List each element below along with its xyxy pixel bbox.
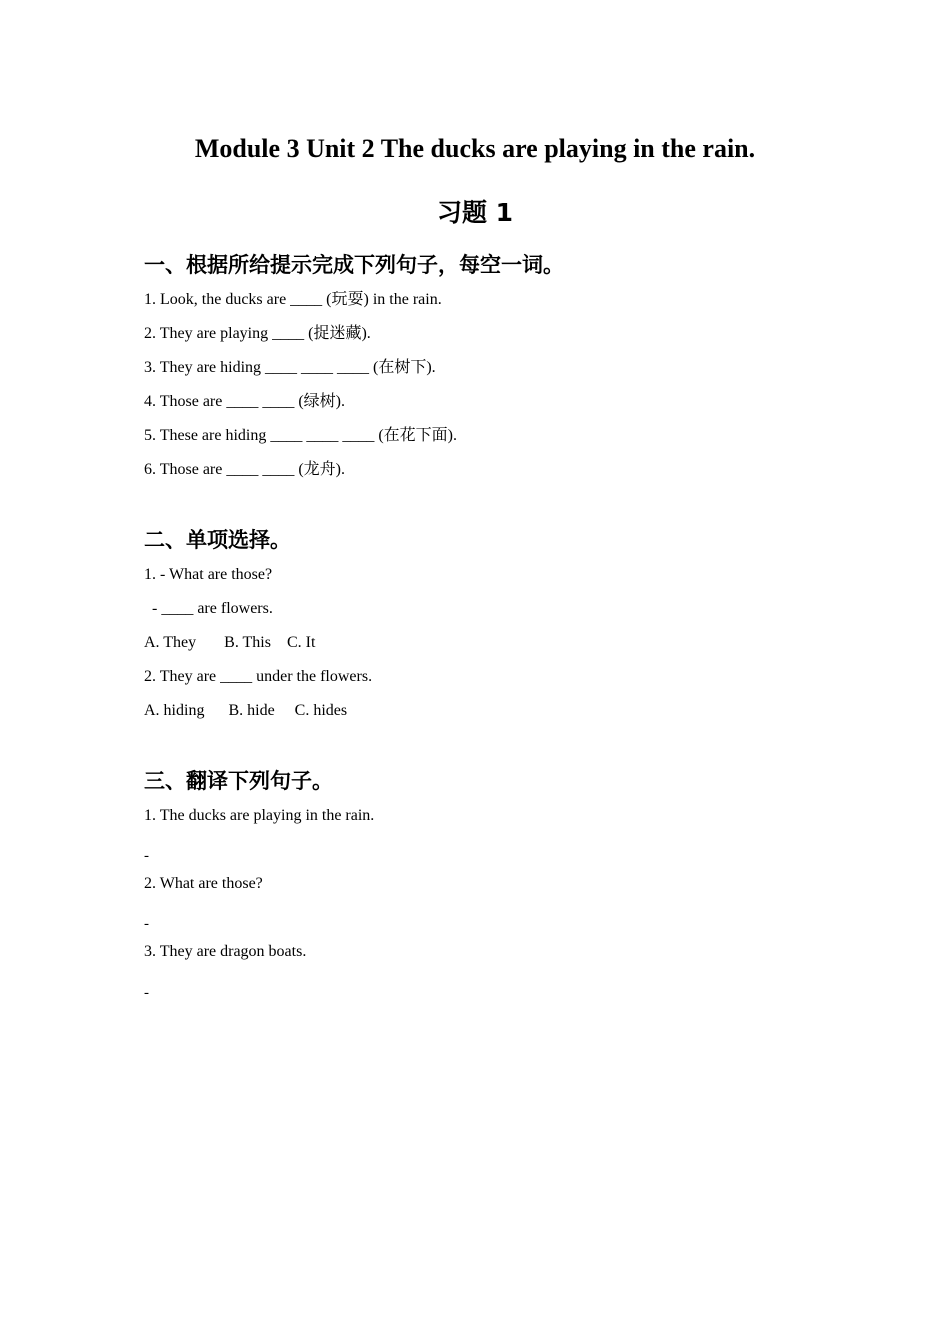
section3-answer-line-3: - xyxy=(144,985,149,1001)
section3-answer-line-1: - xyxy=(144,848,149,864)
section2-question-1-options: A. They B. This C. It xyxy=(144,634,316,651)
section1-item-5: 5. These are hiding ____ ____ ____ (在花下面). xyxy=(144,427,457,444)
section2-question-1-answer-line: - ____ are flowers. xyxy=(144,600,273,617)
section1-item-1: 1. Look, the ducks are ____ (玩耍) in the rain. xyxy=(144,291,442,308)
section3-answer-line-2: - xyxy=(144,916,149,932)
section3-sentence-3: 3. They are dragon boats. xyxy=(144,943,307,960)
section1-item-6: 6. Those are ____ ____ (龙舟). xyxy=(144,461,346,478)
section3-sentence-2: 2. What are those? xyxy=(144,875,263,892)
section1-item-4: 4. Those are ____ ____ (绿树). xyxy=(144,393,346,410)
section3-heading: 三、翻译下列句子。 xyxy=(144,769,333,793)
section2-question-2: 2. They are ____ under the flowers. xyxy=(144,668,373,685)
exercise-title: 习题 1 xyxy=(436,198,514,227)
section1-heading: 一、根据所给提示完成下列句子，每空一词。 xyxy=(144,253,564,277)
section2-heading: 二、单项选择。 xyxy=(144,528,291,552)
document-title: Module 3 Unit 2 The ducks are playing in the rain. xyxy=(194,134,756,163)
section2-question-2-options: A. hiding B. hide C. hides xyxy=(144,702,348,719)
section2-question-1: 1. - What are those? xyxy=(144,566,273,583)
section1-item-2: 2. They are playing ____ (捉迷藏). xyxy=(144,325,371,342)
section3-sentence-1: 1. The ducks are playing in the rain. xyxy=(144,807,375,824)
section1-item-3: 3. They are hiding ____ ____ ____ (在树下). xyxy=(144,359,436,376)
